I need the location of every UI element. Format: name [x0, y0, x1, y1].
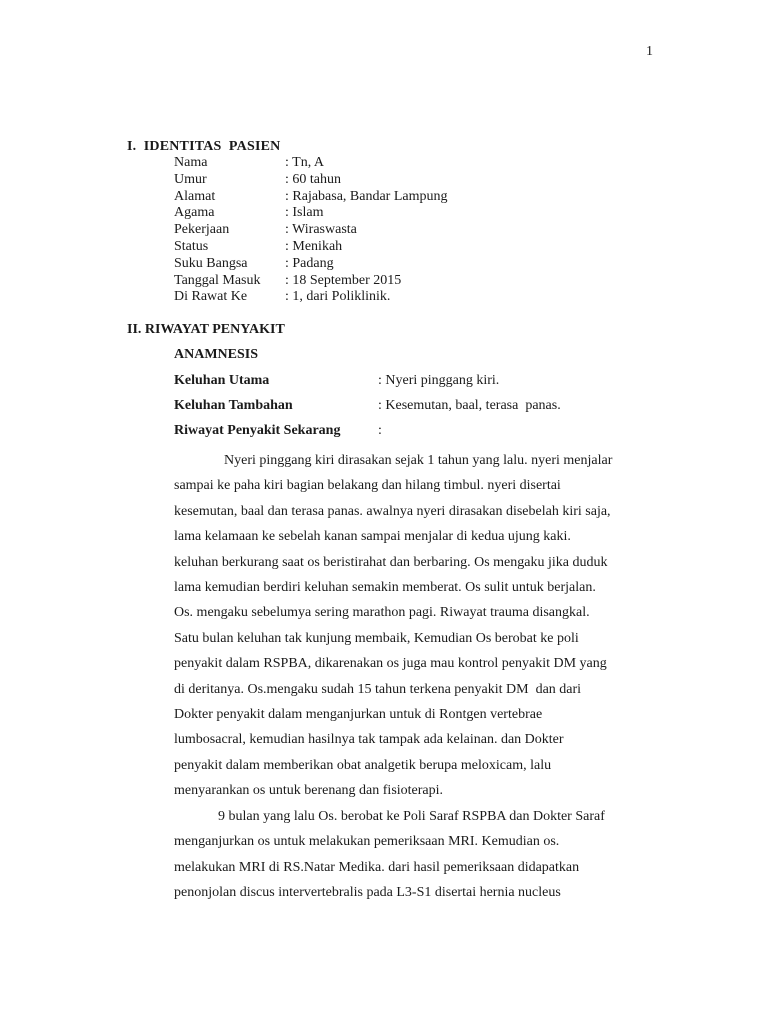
identity-label: Status	[174, 238, 209, 254]
paragraph-line: menyarankan os untuk berenang dan fisioterapi.	[174, 783, 444, 799]
keluhan-tambahan-value: : Kesemutan, baal, terasa panas.	[378, 398, 561, 413]
page-number: 1	[646, 44, 653, 59]
paragraph-line: penyakit dalam RSPBA, dikarenakan os juga mau kontrol penyakit DM yang	[174, 656, 607, 672]
section-riwayat-title: II. RIWAYAT PENYAKIT	[127, 322, 285, 337]
paragraph-line: Os. mengaku sebelumya sering marathon pagi. Riwayat trauma disangkal.	[174, 605, 590, 621]
identity-value: : Tn, A	[285, 155, 325, 170]
identity-table	[174, 155, 448, 306]
paragraph-line: penonjolan discus intervertebralis pada L3-S1 disertai hernia nucleus	[174, 884, 561, 900]
paragraph-line: di deritanya. Os.mengaku sudah 15 tahun terkena penyakit DM dan dari	[174, 681, 582, 697]
identity-label: Suku Bangsa	[174, 255, 248, 271]
identity-value: : 1, dari Poliklinik.	[285, 289, 391, 305]
riwayat-sekarang-row	[174, 423, 382, 439]
paragraph-2	[174, 804, 664, 906]
paragraph-line: lama kelamaan ke sebelah kanan sampai menjalar di kedua ujung kaki.	[174, 529, 571, 545]
paragraph-line: Satu bulan keluhan tak kunjung membaik, Kemudian Os berobat ke poli	[174, 630, 579, 646]
narrative-body	[174, 448, 664, 905]
paragraph-line: melakukan MRI di RS.Natar Medika. dari hasil pemeriksaan didapatkan	[174, 859, 580, 875]
identity-row-umur	[174, 172, 448, 189]
identity-value: : Wiraswasta	[285, 222, 357, 238]
identity-label: Di Rawat Ke	[174, 289, 248, 305]
paragraph-line: penyakit dalam memberikan obat analgetik berupa meloxicam, lalu	[174, 757, 552, 773]
identity-row-di-rawat-ke	[174, 289, 448, 306]
keluhan-utama-row	[174, 373, 499, 389]
identity-value: : Islam	[285, 205, 324, 221]
identity-label: Tanggal Masuk	[174, 272, 261, 288]
paragraph-line: Nyeri pinggang kiri dirasakan sejak 1 tahun yang lalu. nyeri menjalar	[224, 453, 613, 468]
identity-row-pekerjaan	[174, 222, 448, 239]
identity-value: : Rajabasa, Bandar Lampung	[285, 188, 448, 204]
identity-value: : 18 September 2015	[285, 272, 402, 288]
identity-row-nama	[174, 155, 448, 172]
paragraph-1	[174, 448, 664, 804]
anamnesis-heading: ANAMNESIS	[174, 347, 259, 362]
riwayat-sekarang-value: :	[378, 423, 382, 438]
identity-row-alamat	[174, 189, 448, 206]
identity-row-status	[174, 239, 448, 256]
identity-label: Pekerjaan	[174, 222, 230, 238]
identity-row-agama	[174, 205, 448, 222]
identity-value: : Menikah	[285, 238, 343, 254]
riwayat-sekarang-label: Riwayat Penyakit Sekarang	[174, 423, 341, 438]
identity-label: Nama	[174, 155, 208, 170]
identity-label: Alamat	[174, 188, 216, 204]
identity-label: Umur	[174, 171, 207, 187]
identity-label: Agama	[174, 205, 215, 221]
paragraph-line: sampai ke paha kiri bagian belakang dan hilang timbul. nyeri disertai	[174, 478, 561, 494]
keluhan-tambahan-label: Keluhan Tambahan	[174, 398, 293, 413]
section-identitas-title: I. IDENTITAS PASIEN	[127, 139, 281, 154]
identity-row-suku-bangsa	[174, 256, 448, 273]
paragraph-line: Dokter penyakit dalam menganjurkan untuk di Rontgen vertebrae	[174, 707, 543, 723]
paragraph-line: keluhan berkurang saat os beristirahat dan berbaring. Os mengaku jika duduk	[174, 554, 608, 570]
identity-row-tanggal-masuk	[174, 273, 448, 290]
keluhan-utama-value: : Nyeri pinggang kiri.	[378, 373, 500, 388]
paragraph-line: lumbosacral, kemudian hasilnya tak tampak ada kelainan. dan Dokter	[174, 732, 564, 748]
keluhan-tambahan-row	[174, 398, 561, 414]
keluhan-utama-label: Keluhan Utama	[174, 373, 270, 388]
paragraph-line: 9 bulan yang lalu Os. berobat ke Poli Saraf RSPBA dan Dokter Saraf	[218, 808, 605, 824]
identity-value: : 60 tahun	[285, 171, 341, 187]
paragraph-line: kesemutan, baal dan terasa panas. awalnya nyeri dirasakan disebelah kiri saja,	[174, 503, 611, 519]
paragraph-line: menganjurkan os untuk melakukan pemeriksaan MRI. Kemudian os.	[174, 834, 560, 850]
paragraph-line: lama kemudian berdiri keluhan semakin memberat. Os sulit untuk berjalan.	[174, 580, 596, 596]
identity-value: : Padang	[285, 255, 334, 271]
